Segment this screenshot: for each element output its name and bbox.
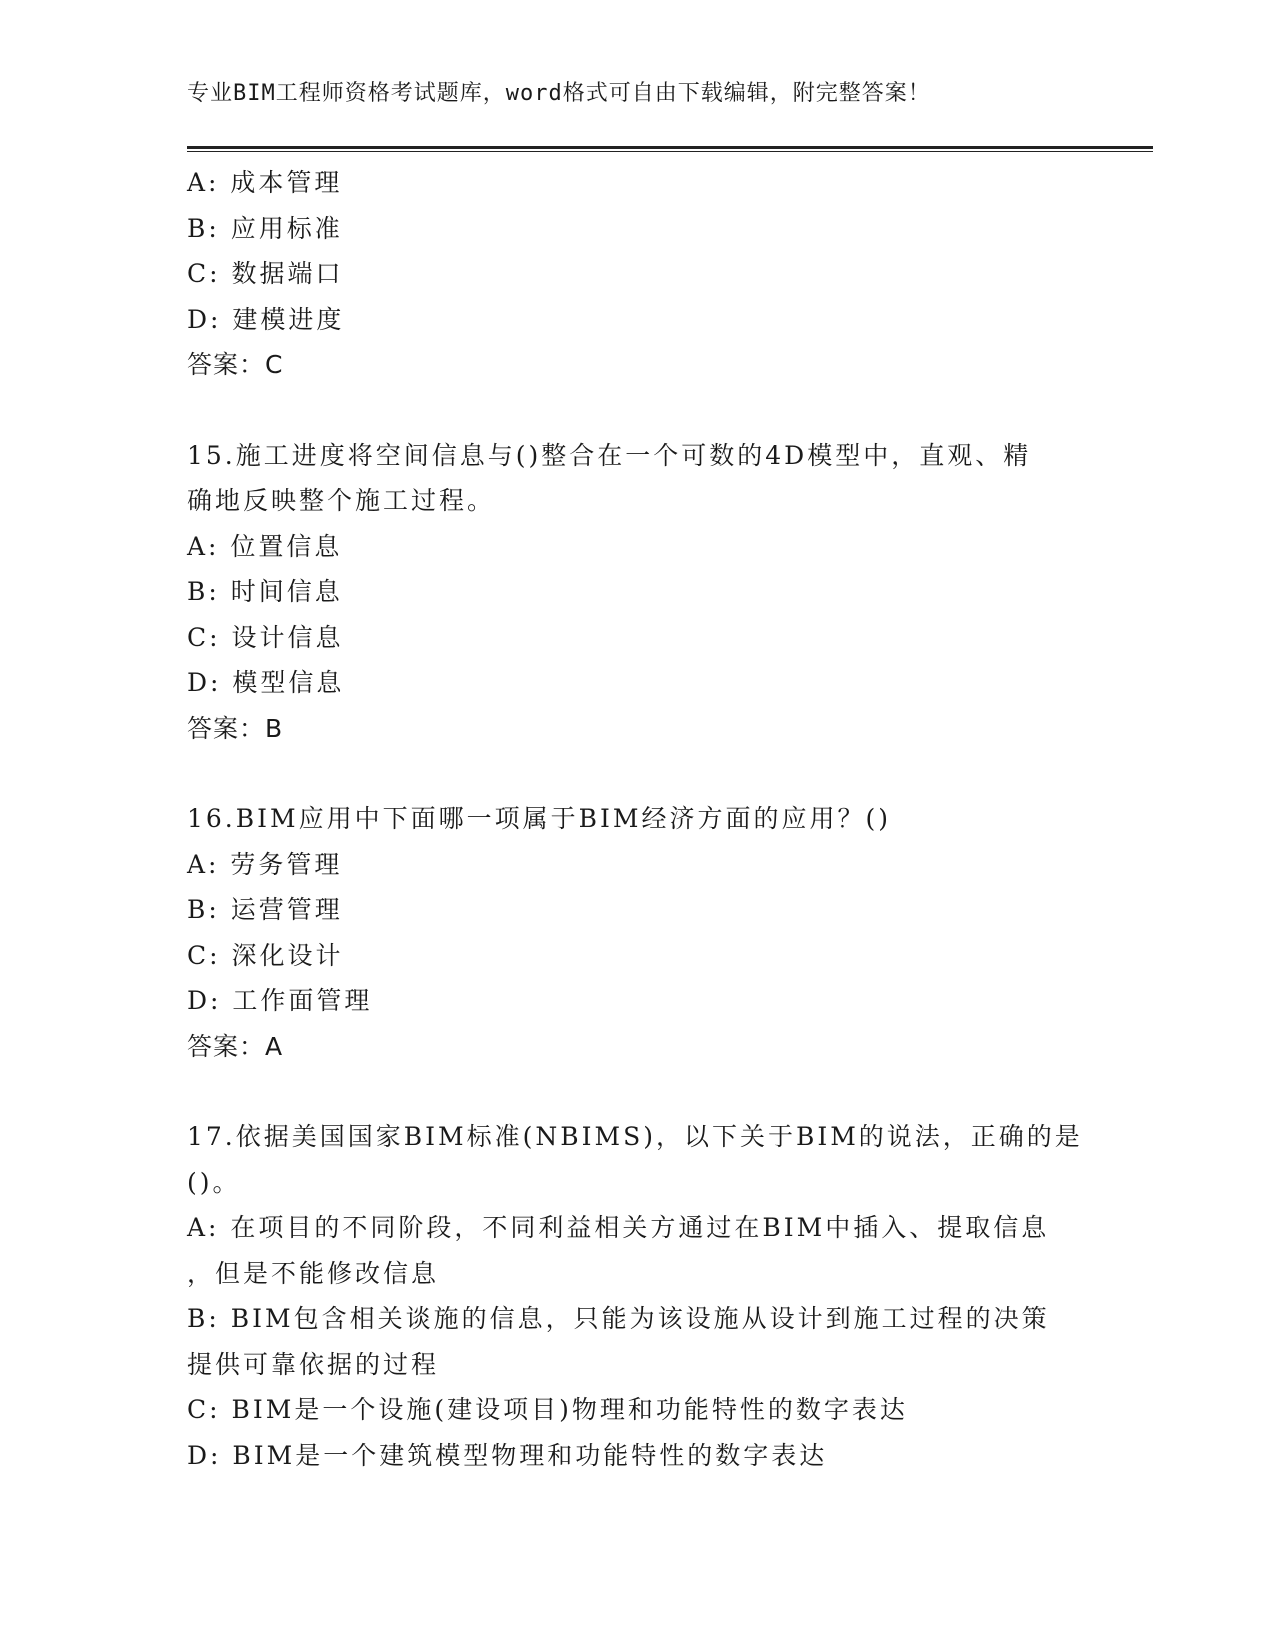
question-block bbox=[187, 160, 1087, 388]
answer: 答案：A bbox=[187, 1031, 284, 1061]
answer: 答案：C bbox=[187, 350, 284, 379]
option-a: A: 位置信息 bbox=[187, 531, 343, 561]
option-c: C: 深化设计 bbox=[187, 940, 344, 970]
option-d: D: 工作面管理 bbox=[187, 986, 373, 1015]
option-a: A: 在项目的不同阶段，不同利益相关方通过在BIM中插入、提取信息 bbox=[187, 1213, 1050, 1242]
option-d: D: 建模进度 bbox=[187, 304, 345, 334]
option-a-cont: ，但是不能修改信息 bbox=[187, 1258, 440, 1288]
option-d: D: BIM是一个建筑模型物理和功能特性的数字表达 bbox=[187, 1440, 828, 1470]
option-c: C: 数据端口 bbox=[187, 259, 344, 288]
option-b: B: BIM包含相关谈施的信息，只能为该设施从设计到施工过程的决策 bbox=[187, 1304, 1050, 1333]
option-d: D: 模型信息 bbox=[187, 668, 345, 697]
question-text: 确地反映整个施工过程。 bbox=[187, 486, 496, 515]
option-c: C: BIM是一个设施(建设项目)物理和功能特性的数字表达 bbox=[187, 1395, 908, 1424]
question-text: 15.施工进度将空间信息与()整合在一个可数的4D模型中，直观、精 bbox=[187, 440, 1032, 470]
question-list bbox=[187, 160, 1087, 1478]
option-b-cont: 提供可靠依据的过程 bbox=[187, 1349, 440, 1379]
question-block bbox=[187, 796, 1087, 1069]
option-a: A: 劳务管理 bbox=[187, 849, 343, 879]
option-b: B: 时间信息 bbox=[187, 577, 343, 606]
option-a: A: 成本管理 bbox=[187, 168, 343, 197]
question-text: 16.BIM应用中下面哪一项属于BIM经济方面的应用？() bbox=[187, 804, 891, 833]
question-block bbox=[187, 1114, 1087, 1478]
header-rule-thick bbox=[187, 146, 1153, 149]
header-rule-thin bbox=[187, 151, 1153, 152]
question-text: ()。 bbox=[187, 1167, 241, 1197]
question-block bbox=[187, 433, 1087, 752]
answer: 答案：B bbox=[187, 713, 284, 743]
page-header: 专业BIM工程师资格考试题库，word格式可自由下载编辑，附完整答案！ bbox=[187, 81, 931, 106]
question-text: 17.依据美国国家BIM标准(NBIMS)，以下关于BIM的说法，正确的是 bbox=[187, 1122, 1083, 1151]
option-b: B: 应用标准 bbox=[187, 213, 343, 243]
option-b: B: 运营管理 bbox=[187, 895, 343, 924]
option-c: C: 设计信息 bbox=[187, 622, 344, 652]
